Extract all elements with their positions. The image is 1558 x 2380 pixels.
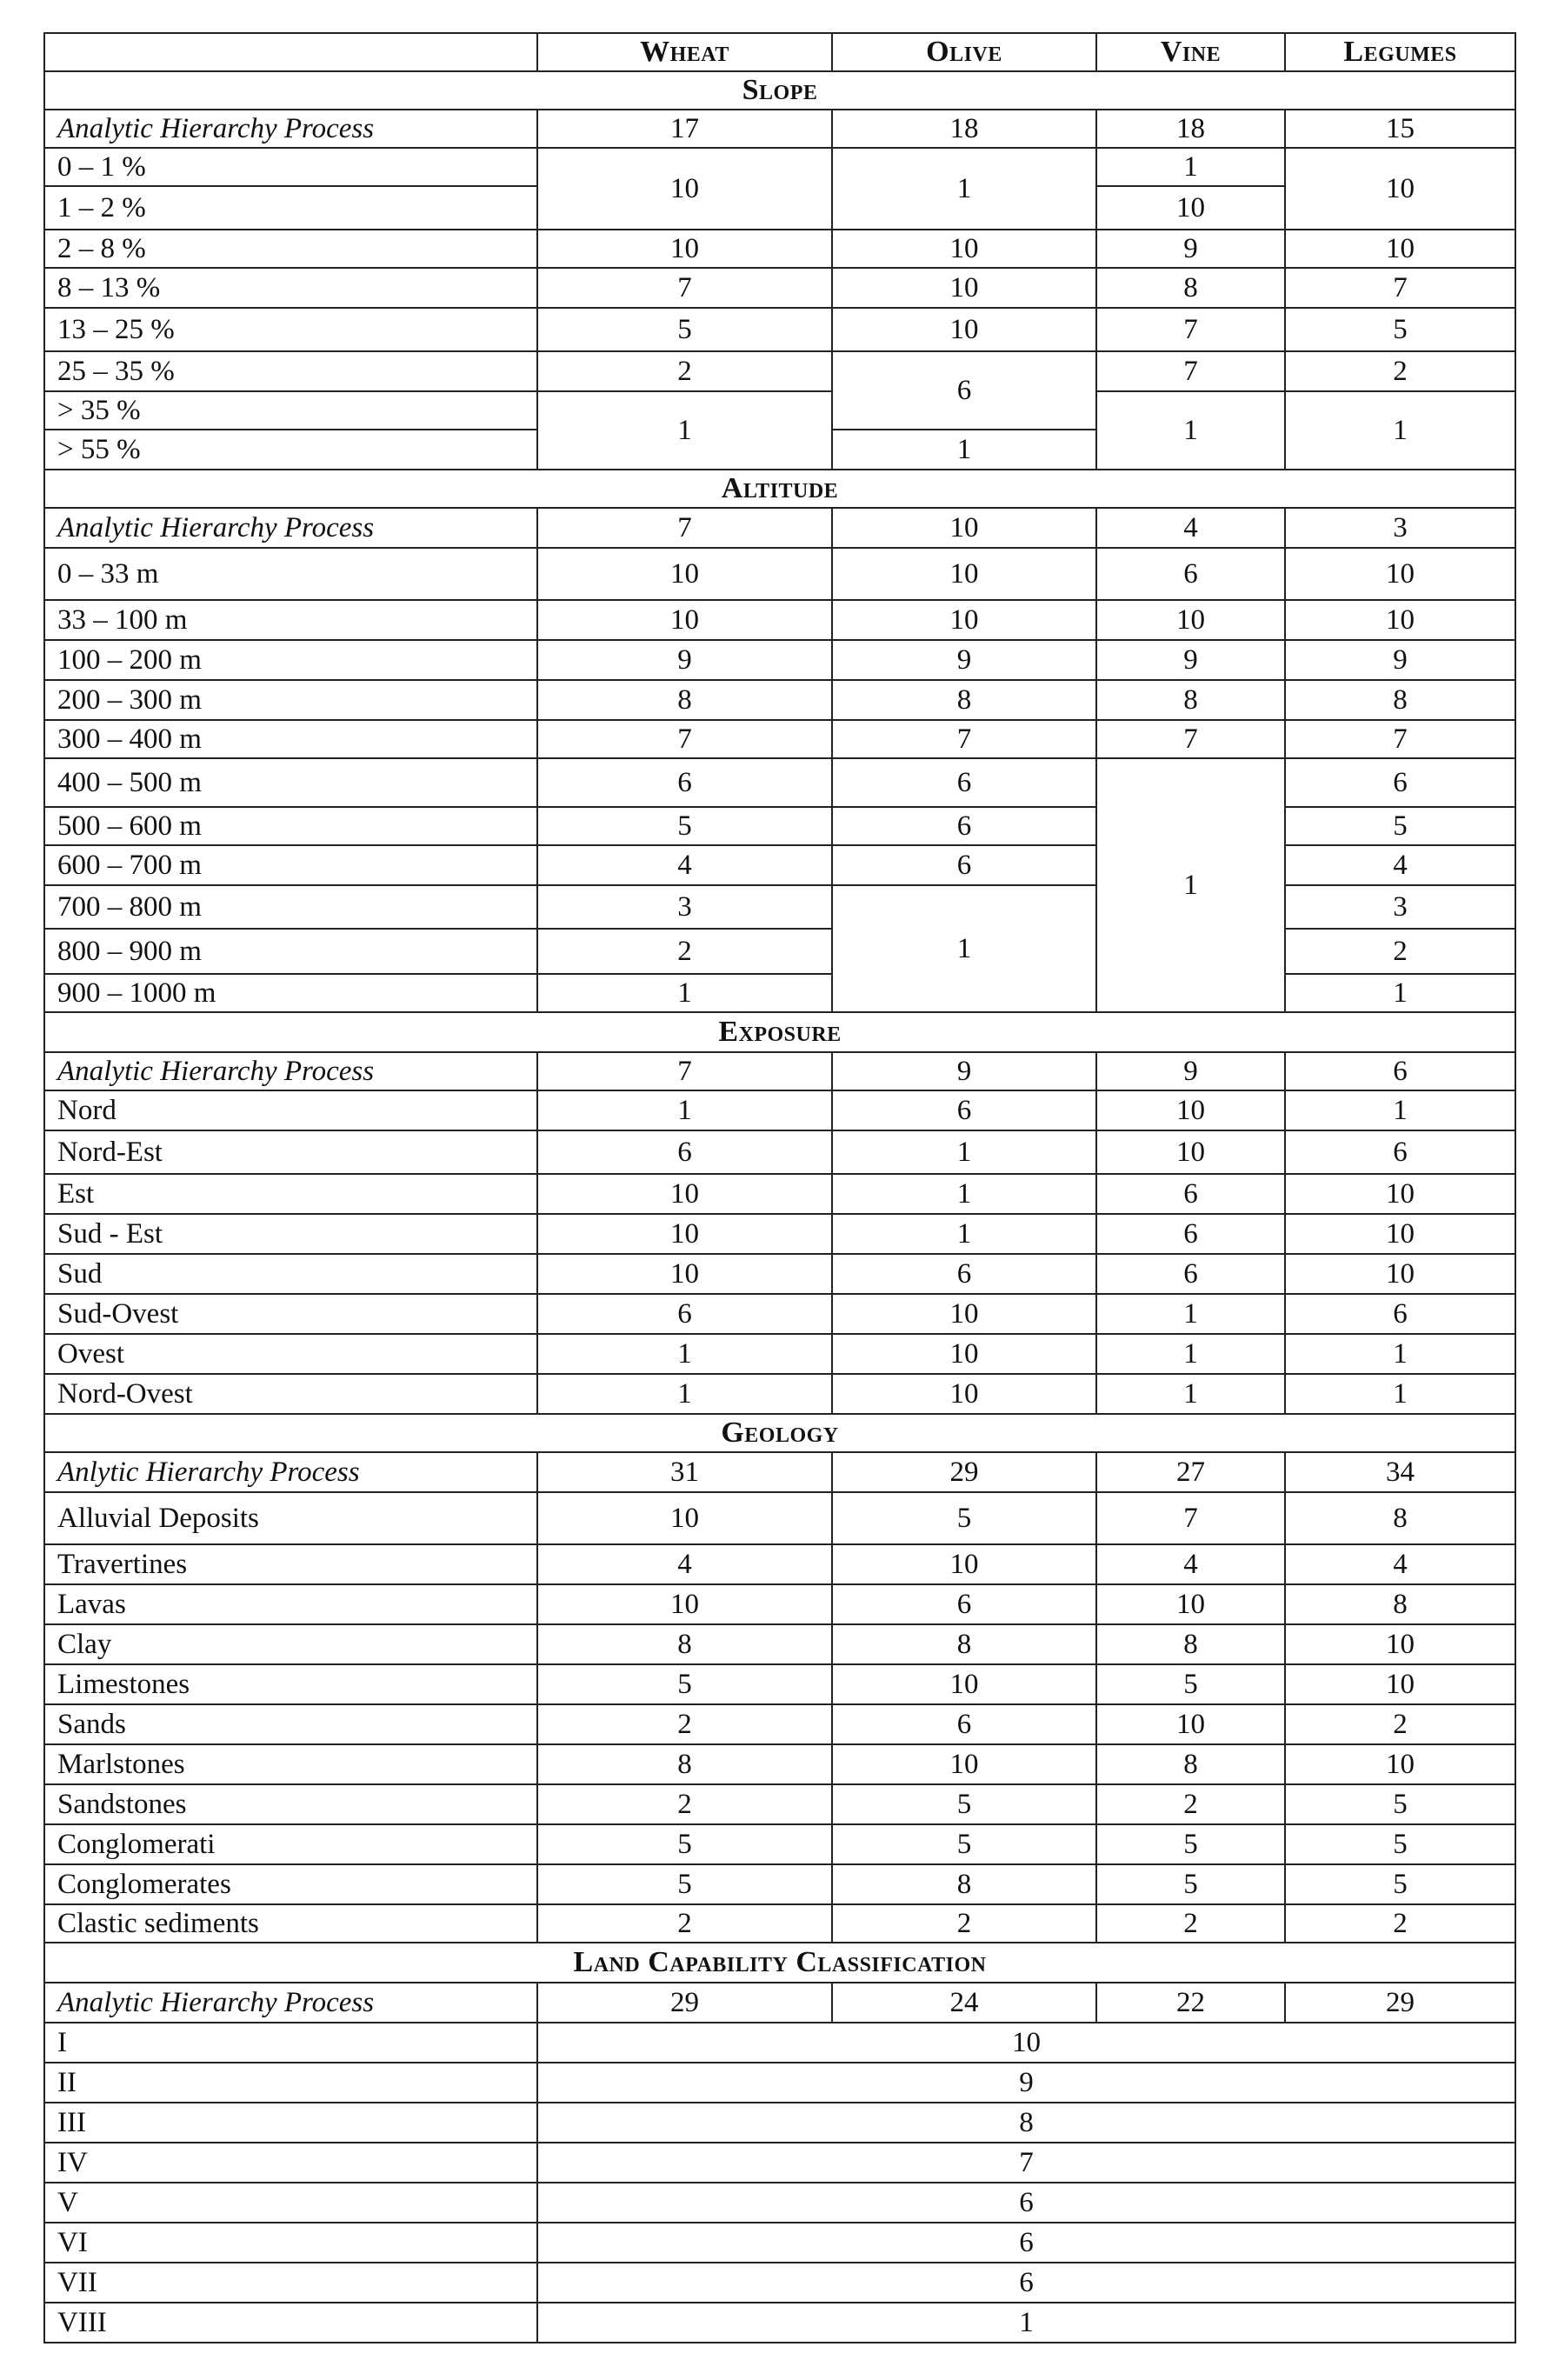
row-label: 900 – 1000 m xyxy=(44,974,537,1012)
table-row xyxy=(44,268,1515,308)
cell-legumes: 1 xyxy=(1285,391,1515,470)
cell-wheat: 10 xyxy=(537,548,832,600)
cell-legumes: 8 xyxy=(1285,1584,1515,1624)
row-label: 400 – 500 m xyxy=(44,758,537,807)
cell-vine: 6 xyxy=(1096,1254,1285,1294)
table-row xyxy=(44,148,1515,186)
table-row xyxy=(44,640,1515,680)
row-label: Conglomerates xyxy=(44,1864,537,1904)
cell-vine: 7 xyxy=(1096,351,1285,391)
row-label: > 35 % xyxy=(44,391,537,430)
cell-legumes: 4 xyxy=(1285,845,1515,885)
table-row xyxy=(44,1824,1515,1864)
table-row xyxy=(44,1214,1515,1254)
cell-wheat: 6 xyxy=(537,758,832,807)
cell-wheat: 5 xyxy=(537,807,832,845)
cell-wheat: 1 xyxy=(537,1090,832,1130)
row-label: VI xyxy=(44,2223,537,2263)
row-label: 800 – 900 m xyxy=(44,929,537,974)
cell-olive: 10 xyxy=(832,308,1096,351)
cell-vine: 8 xyxy=(1096,1624,1285,1664)
cell-wheat: 2 xyxy=(537,1784,832,1824)
row-label: Ovest xyxy=(44,1334,537,1374)
cell-legumes: 3 xyxy=(1285,885,1515,929)
cell-vine: 7 xyxy=(1096,720,1285,758)
cell-legumes: 7 xyxy=(1285,720,1515,758)
row-label: Nord-Ovest xyxy=(44,1374,537,1414)
cell-wheat: 1 xyxy=(537,974,832,1012)
ahp-vine: 22 xyxy=(1096,1983,1285,2023)
cell-olive: 1 xyxy=(832,1130,1096,1174)
col-header-vine: Vine xyxy=(1096,33,1285,71)
cell-olive: 8 xyxy=(832,1624,1096,1664)
cell-olive: 10 xyxy=(832,1334,1096,1374)
ahp-label: Analytic Hierarchy Process xyxy=(44,508,537,548)
row-label: VII xyxy=(44,2263,537,2303)
cell-olive: 6 xyxy=(832,758,1096,807)
table-row xyxy=(44,1294,1515,1334)
cell-vine: 8 xyxy=(1096,268,1285,308)
cell-olive: 8 xyxy=(832,1864,1096,1904)
table-row xyxy=(44,1584,1515,1624)
cell-olive: 5 xyxy=(832,1824,1096,1864)
ahp-olive: 9 xyxy=(832,1052,1096,1090)
ahp-olive: 18 xyxy=(832,110,1096,148)
cell-vine: 4 xyxy=(1096,1544,1285,1584)
cell-legumes: 10 xyxy=(1285,1624,1515,1664)
cell-wheat: 2 xyxy=(537,351,832,391)
row-label: 1 – 2 % xyxy=(44,186,537,230)
cell-legumes: 7 xyxy=(1285,268,1515,308)
cell-vine: 5 xyxy=(1096,1664,1285,1704)
row-label: 200 – 300 m xyxy=(44,680,537,720)
cell-wheat: 5 xyxy=(537,308,832,351)
section-title-slope: Slope xyxy=(44,71,1515,110)
cell-wheat: 10 xyxy=(537,1214,832,1254)
row-label: Nord xyxy=(44,1090,537,1130)
table-row xyxy=(44,1374,1515,1414)
cell-olive: 7 xyxy=(832,720,1096,758)
cell-legumes: 2 xyxy=(1285,929,1515,974)
cell-legumes: 10 xyxy=(1285,1254,1515,1294)
cell-wheat: 10 xyxy=(537,230,832,268)
cell-wheat: 6 xyxy=(537,1130,832,1174)
cell-legumes: 6 xyxy=(1285,1130,1515,1174)
row-label: 100 – 200 m xyxy=(44,640,537,680)
table-row xyxy=(44,2183,1515,2223)
ahp-vine: 9 xyxy=(1096,1052,1285,1090)
table-row xyxy=(44,1664,1515,1704)
cell-vine: 6 xyxy=(1096,1174,1285,1214)
row-label: Sandstones xyxy=(44,1784,537,1824)
cell-vine: 10 xyxy=(1096,186,1285,230)
table-row xyxy=(44,2143,1515,2183)
table-row xyxy=(44,2263,1515,2303)
cell-olive: 8 xyxy=(832,680,1096,720)
row-label: V xyxy=(44,2183,537,2223)
cell-legumes: 4 xyxy=(1285,1544,1515,1584)
cell-wheat: 1 xyxy=(537,1334,832,1374)
ahp-row xyxy=(44,508,1515,548)
cell-olive: 1 xyxy=(832,885,1096,1012)
cell-wheat: 5 xyxy=(537,1864,832,1904)
table-row xyxy=(44,758,1515,807)
table-row xyxy=(44,720,1515,758)
row-label: VIII xyxy=(44,2303,537,2343)
row-label: Conglomerati xyxy=(44,1824,537,1864)
table-row xyxy=(44,351,1515,391)
cell-vine: 2 xyxy=(1096,1904,1285,1943)
cell-vine: 2 xyxy=(1096,1784,1285,1824)
cell-wheat: 10 xyxy=(537,1254,832,1294)
row-label: Nord-Est xyxy=(44,1130,537,1174)
cell-legumes: 10 xyxy=(1285,1214,1515,1254)
row-label: IV xyxy=(44,2143,537,2183)
ahp-vine: 18 xyxy=(1096,110,1285,148)
table-row xyxy=(44,391,1515,430)
cell-vine: 10 xyxy=(1096,1584,1285,1624)
table-row xyxy=(44,1744,1515,1784)
cell-olive: 6 xyxy=(832,1704,1096,1744)
table-row xyxy=(44,2103,1515,2143)
suitability-table xyxy=(43,32,1516,2343)
cell-vine: 5 xyxy=(1096,1864,1285,1904)
table-row xyxy=(44,845,1515,885)
cell-olive: 2 xyxy=(832,1904,1096,1943)
cell-vine: 8 xyxy=(1096,1744,1285,1784)
ahp-olive: 10 xyxy=(832,508,1096,548)
ahp-label: Anlytic Hierarchy Process xyxy=(44,1452,537,1492)
table-row xyxy=(44,1492,1515,1544)
section-title-altitude: Altitude xyxy=(44,470,1515,508)
ahp-wheat: 17 xyxy=(537,110,832,148)
ahp-legumes: 6 xyxy=(1285,1052,1515,1090)
ahp-legumes: 3 xyxy=(1285,508,1515,548)
table-row xyxy=(44,1864,1515,1904)
cell-olive: 9 xyxy=(832,640,1096,680)
cell-value: 1 xyxy=(537,2303,1515,2343)
cell-wheat: 2 xyxy=(537,1904,832,1943)
cell-value: 6 xyxy=(537,2223,1515,2263)
table-row xyxy=(44,230,1515,268)
cell-vine: 8 xyxy=(1096,680,1285,720)
cell-olive: 10 xyxy=(832,1744,1096,1784)
ahp-legumes: 29 xyxy=(1285,1983,1515,2023)
cell-olive: 1 xyxy=(832,148,1096,230)
col-header-olive: Olive xyxy=(832,33,1096,71)
cell-value: 8 xyxy=(537,2103,1515,2143)
table-row xyxy=(44,548,1515,600)
table-row xyxy=(44,2023,1515,2063)
cell-wheat: 2 xyxy=(537,1704,832,1744)
cell-vine: 9 xyxy=(1096,230,1285,268)
cell-olive: 6 xyxy=(832,1584,1096,1624)
ahp-row xyxy=(44,1983,1515,2023)
cell-olive: 10 xyxy=(832,1374,1096,1414)
table-row xyxy=(44,1090,1515,1130)
cell-vine: 10 xyxy=(1096,1130,1285,1174)
row-label: 13 – 25 % xyxy=(44,308,537,351)
table-row xyxy=(44,600,1515,640)
cell-vine: 1 xyxy=(1096,1294,1285,1334)
ahp-vine: 27 xyxy=(1096,1452,1285,1492)
col-header-wheat: Wheat xyxy=(537,33,832,71)
cell-wheat: 5 xyxy=(537,1664,832,1704)
cell-vine: 1 xyxy=(1096,148,1285,186)
row-label: Limestones xyxy=(44,1664,537,1704)
row-label: Alluvial Deposits xyxy=(44,1492,537,1544)
table-row xyxy=(44,1544,1515,1584)
cell-olive: 6 xyxy=(832,351,1096,430)
ahp-row xyxy=(44,1452,1515,1492)
row-label: Clay xyxy=(44,1624,537,1664)
table-row xyxy=(44,929,1515,974)
cell-olive: 5 xyxy=(832,1492,1096,1544)
table-row xyxy=(44,974,1515,1012)
cell-legumes: 8 xyxy=(1285,1492,1515,1544)
cell-olive: 1 xyxy=(832,430,1096,470)
row-label: 8 – 13 % xyxy=(44,268,537,308)
ahp-label: Analytic Hierarchy Process xyxy=(44,1983,537,2023)
section-title-geology: Geology xyxy=(44,1414,1515,1452)
cell-legumes: 10 xyxy=(1285,230,1515,268)
row-label: 33 – 100 m xyxy=(44,600,537,640)
cell-vine: 1 xyxy=(1096,1334,1285,1374)
cell-olive: 6 xyxy=(832,807,1096,845)
cell-legumes: 10 xyxy=(1285,548,1515,600)
cell-legumes: 10 xyxy=(1285,1664,1515,1704)
ahp-row xyxy=(44,1052,1515,1090)
table-row xyxy=(44,1904,1515,1943)
section-title-lcc: Land Capability Classification xyxy=(44,1943,1515,1983)
table-row xyxy=(44,1174,1515,1214)
ahp-label: Analytic Hierarchy Process xyxy=(44,110,537,148)
cell-olive: 10 xyxy=(832,1294,1096,1334)
row-label: Sud xyxy=(44,1254,537,1294)
cell-wheat: 8 xyxy=(537,1624,832,1664)
cell-wheat: 2 xyxy=(537,929,832,974)
ahp-wheat: 31 xyxy=(537,1452,832,1492)
cell-value: 6 xyxy=(537,2183,1515,2223)
table-row xyxy=(44,1784,1515,1824)
row-label: Marlstones xyxy=(44,1744,537,1784)
cell-wheat: 10 xyxy=(537,148,832,230)
row-label: 25 – 35 % xyxy=(44,351,537,391)
cell-wheat: 10 xyxy=(537,1492,832,1544)
cell-legumes: 6 xyxy=(1285,1294,1515,1334)
row-label: Est xyxy=(44,1174,537,1214)
cell-wheat: 8 xyxy=(537,680,832,720)
cell-legumes: 10 xyxy=(1285,1174,1515,1214)
cell-vine: 7 xyxy=(1096,308,1285,351)
row-label: Sands xyxy=(44,1704,537,1744)
row-label: 700 – 800 m xyxy=(44,885,537,929)
table-row xyxy=(44,885,1515,929)
cell-olive: 10 xyxy=(832,268,1096,308)
cell-wheat: 7 xyxy=(537,268,832,308)
ahp-olive: 29 xyxy=(832,1452,1096,1492)
col-header-legumes: Legumes xyxy=(1285,33,1515,71)
table-row xyxy=(44,1254,1515,1294)
cell-legumes: 10 xyxy=(1285,1744,1515,1784)
cell-wheat: 1 xyxy=(537,391,832,470)
cell-legumes: 6 xyxy=(1285,758,1515,807)
cell-legumes: 5 xyxy=(1285,807,1515,845)
section-title-exposure: Exposure xyxy=(44,1012,1515,1052)
cell-olive: 10 xyxy=(832,600,1096,640)
ahp-row xyxy=(44,110,1515,148)
cell-value: 6 xyxy=(537,2263,1515,2303)
row-label: II xyxy=(44,2063,537,2103)
cell-olive: 10 xyxy=(832,230,1096,268)
cell-olive: 10 xyxy=(832,1544,1096,1584)
cell-vine: 10 xyxy=(1096,1704,1285,1744)
table-row xyxy=(44,2223,1515,2263)
cell-legumes: 1 xyxy=(1285,1334,1515,1374)
row-label: Lavas xyxy=(44,1584,537,1624)
row-label: III xyxy=(44,2103,537,2143)
table-row xyxy=(44,308,1515,351)
ahp-wheat: 7 xyxy=(537,1052,832,1090)
row-label: I xyxy=(44,2023,537,2063)
cell-olive: 1 xyxy=(832,1174,1096,1214)
cell-wheat: 7 xyxy=(537,720,832,758)
cell-legumes: 1 xyxy=(1285,1374,1515,1414)
cell-legumes: 5 xyxy=(1285,1784,1515,1824)
ahp-label: Analytic Hierarchy Process xyxy=(44,1052,537,1090)
cell-vine: 5 xyxy=(1096,1824,1285,1864)
corner-cell xyxy=(44,33,537,71)
table-row xyxy=(44,807,1515,845)
cell-olive: 1 xyxy=(832,1214,1096,1254)
table-row xyxy=(44,1624,1515,1664)
cell-legumes: 2 xyxy=(1285,1904,1515,1943)
table-row xyxy=(44,1704,1515,1744)
row-label: > 55 % xyxy=(44,430,537,470)
ahp-wheat: 7 xyxy=(537,508,832,548)
cell-wheat: 5 xyxy=(537,1824,832,1864)
ahp-legumes: 34 xyxy=(1285,1452,1515,1492)
cell-wheat: 1 xyxy=(537,1374,832,1414)
cell-vine: 1 xyxy=(1096,1374,1285,1414)
row-label: 600 – 700 m xyxy=(44,845,537,885)
cell-vine: 10 xyxy=(1096,600,1285,640)
cell-legumes: 2 xyxy=(1285,1704,1515,1744)
cell-legumes: 5 xyxy=(1285,1864,1515,1904)
row-label: 300 – 400 m xyxy=(44,720,537,758)
row-label: 500 – 600 m xyxy=(44,807,537,845)
cell-olive: 6 xyxy=(832,1254,1096,1294)
cell-legumes: 5 xyxy=(1285,308,1515,351)
cell-legumes: 1 xyxy=(1285,974,1515,1012)
cell-legumes: 10 xyxy=(1285,148,1515,230)
ahp-wheat: 29 xyxy=(537,1983,832,2023)
row-label: Clastic sediments xyxy=(44,1904,537,1943)
cell-wheat: 10 xyxy=(537,1174,832,1214)
cell-vine: 9 xyxy=(1096,640,1285,680)
cell-legumes: 9 xyxy=(1285,640,1515,680)
cell-legumes: 10 xyxy=(1285,600,1515,640)
cell-legumes: 1 xyxy=(1285,1090,1515,1130)
cell-legumes: 2 xyxy=(1285,351,1515,391)
cell-wheat: 4 xyxy=(537,1544,832,1584)
cell-vine: 10 xyxy=(1096,1090,1285,1130)
table-row xyxy=(44,2063,1515,2103)
cell-olive: 10 xyxy=(832,548,1096,600)
cell-olive: 6 xyxy=(832,845,1096,885)
table-row xyxy=(44,1130,1515,1174)
cell-vine: 1 xyxy=(1096,391,1285,470)
row-label: 0 – 33 m xyxy=(44,548,537,600)
cell-olive: 10 xyxy=(832,1664,1096,1704)
cell-value: 10 xyxy=(537,2023,1515,2063)
row-label: 0 – 1 % xyxy=(44,148,537,186)
ahp-vine: 4 xyxy=(1096,508,1285,548)
cell-vine: 1 xyxy=(1096,758,1285,1012)
cell-value: 7 xyxy=(537,2143,1515,2183)
cell-value: 9 xyxy=(537,2063,1515,2103)
cell-wheat: 4 xyxy=(537,845,832,885)
cell-vine: 6 xyxy=(1096,1214,1285,1254)
cell-legumes: 5 xyxy=(1285,1824,1515,1864)
cell-vine: 6 xyxy=(1096,548,1285,600)
cell-olive: 6 xyxy=(832,1090,1096,1130)
ahp-legumes: 15 xyxy=(1285,110,1515,148)
cell-vine: 7 xyxy=(1096,1492,1285,1544)
ahp-olive: 24 xyxy=(832,1983,1096,2023)
cell-wheat: 8 xyxy=(537,1744,832,1784)
row-label: Travertines xyxy=(44,1544,537,1584)
row-label: Sud - Est xyxy=(44,1214,537,1254)
cell-wheat: 9 xyxy=(537,640,832,680)
cell-olive: 5 xyxy=(832,1784,1096,1824)
table-row xyxy=(44,680,1515,720)
cell-wheat: 10 xyxy=(537,600,832,640)
table-row xyxy=(44,1334,1515,1374)
cell-wheat: 10 xyxy=(537,1584,832,1624)
header-row xyxy=(44,33,1515,71)
row-label: 2 – 8 % xyxy=(44,230,537,268)
row-label: Sud-Ovest xyxy=(44,1294,537,1334)
cell-legumes: 8 xyxy=(1285,680,1515,720)
cell-wheat: 3 xyxy=(537,885,832,929)
table-row xyxy=(44,2303,1515,2343)
cell-wheat: 6 xyxy=(537,1294,832,1334)
